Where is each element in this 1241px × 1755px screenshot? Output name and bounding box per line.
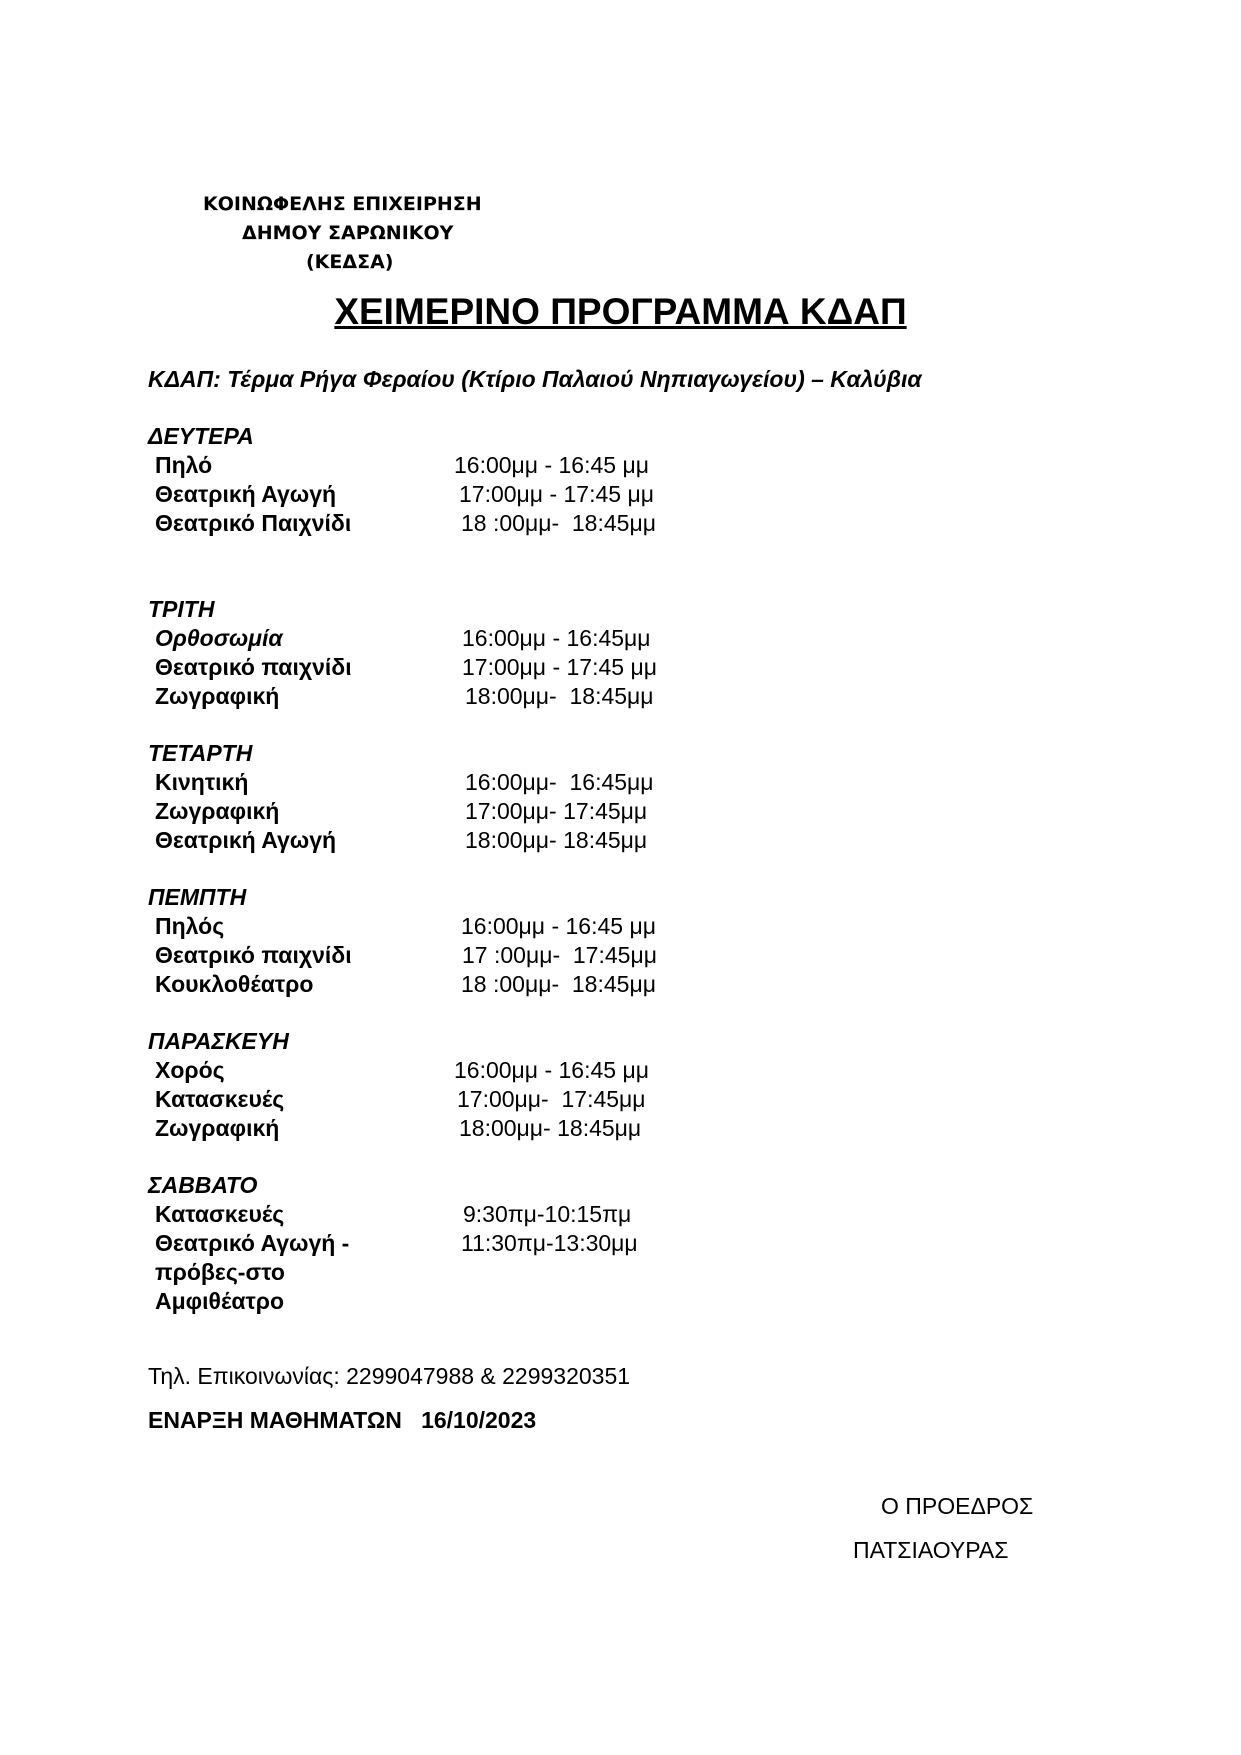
activity-name-line2: πρόβες-στο	[155, 1259, 285, 1285]
activity-name: Ορθοσωμία	[155, 625, 283, 651]
classes-start-date: ΕΝΑΡΞΗ ΜΑΘΗΜΑΤΩΝ 16/10/2023	[148, 1407, 537, 1433]
activity-time: 11:30πμ-13:30μμ	[461, 1230, 638, 1256]
activity-time: 18:00μμ- 18:45μμ	[465, 827, 648, 853]
day-heading-thursday: ΠΕΜΠΤΗ	[148, 884, 247, 910]
day-heading-saturday: ΣΑΒΒΑΤΟ	[148, 1172, 258, 1198]
activity-time: 16:00μμ - 16:45 μμ	[454, 452, 649, 478]
org-name-line1: ΚΟΙΝΩΦΕΛΗΣ ΕΠΙΧΕΙΡΗΣΗ	[203, 193, 482, 215]
activity-name: Κατασκευές	[155, 1201, 285, 1227]
contact-phone: Τηλ. Επικοινωνίας: 2299047988 & 2299320351	[148, 1363, 631, 1389]
page-title: ΧΕΙΜΕΡΙΝΟ ΠΡΟΓΡΑΜΜΑ ΚΔΑΠ	[334, 291, 907, 332]
activity-name: Χορός	[155, 1057, 225, 1083]
activity-name: Θεατρική Αγωγή	[155, 827, 337, 853]
signature-role: Ο ΠΡΟΕΔΡΟΣ	[881, 1493, 1034, 1519]
activity-time: 18 :00μμ- 18:45μμ	[461, 510, 656, 536]
activity-name: Κατασκευές	[155, 1086, 285, 1112]
activity-name: Θεατρικό παιχνίδι	[155, 654, 352, 680]
activity-name: Θεατρικό Παιχνίδι	[155, 510, 352, 536]
signature-name: ΠΑΤΣΙΑΟΥΡΑΣ	[853, 1537, 1009, 1563]
activity-time: 16:00μμ - 16:45μμ	[462, 625, 651, 651]
activity-name: Πηλός	[155, 913, 225, 939]
activity-name-line3: Αμφιθέατρο	[155, 1288, 285, 1314]
activity-time: 17:00μμ - 17:45 μμ	[459, 481, 654, 507]
activity-name: Πηλό	[155, 452, 213, 478]
day-heading-tuesday: ΤΡΙΤΗ	[148, 596, 215, 622]
org-abbreviation: (ΚΕΔΣΑ)	[306, 251, 394, 273]
activity-time: 16:00μμ- 16:45μμ	[465, 769, 654, 795]
activity-time: 16:00μμ - 16:45 μμ	[461, 913, 656, 939]
activity-time: 17:00μμ - 17:45 μμ	[462, 654, 657, 680]
activity-name: Κινητική	[155, 769, 249, 795]
activity-time: 17:00μμ- 17:45μμ	[465, 798, 648, 824]
activity-name: Θεατρικό παιχνίδι	[155, 942, 352, 968]
activity-time: 18 :00μμ- 18:45μμ	[461, 971, 656, 997]
activity-name: Ζωγραφική	[155, 683, 280, 709]
activity-name: Κουκλοθέατρο	[155, 971, 314, 997]
activity-name-line1: Θεατρικό Αγωγή -	[155, 1230, 350, 1256]
day-heading-wednesday: ΤΕΤΑΡΤΗ	[148, 740, 253, 766]
activity-time: 16:00μμ - 16:45 μμ	[454, 1057, 649, 1083]
activity-time: 18:00μμ- 18:45μμ	[465, 683, 654, 709]
venue-line: ΚΔΑΠ: Τέρμα Ρήγα Φεραίου (Κτίριο Παλαιού Νηπιαγωγείου) – Καλύβια	[148, 366, 922, 392]
activity-time: 17:00μμ- 17:45μμ	[457, 1086, 646, 1112]
day-heading-friday: ΠΑΡΑΣΚΕΥΗ	[148, 1028, 289, 1054]
activity-time: 9:30πμ-10:15πμ	[463, 1201, 632, 1227]
activity-name: Θεατρική Αγωγή	[155, 481, 337, 507]
day-heading-monday: ΔΕΥΤΕΡΑ	[148, 423, 254, 449]
org-name-line2: ΔΗΜΟΥ ΣΑΡΩΝΙΚΟΥ	[242, 222, 454, 244]
activity-time: 17 :00μμ- 17:45μμ	[462, 942, 657, 968]
activity-time: 18:00μμ- 18:45μμ	[459, 1115, 642, 1141]
activity-name: Ζωγραφική	[155, 1115, 280, 1141]
activity-name: Ζωγραφική	[155, 798, 280, 824]
